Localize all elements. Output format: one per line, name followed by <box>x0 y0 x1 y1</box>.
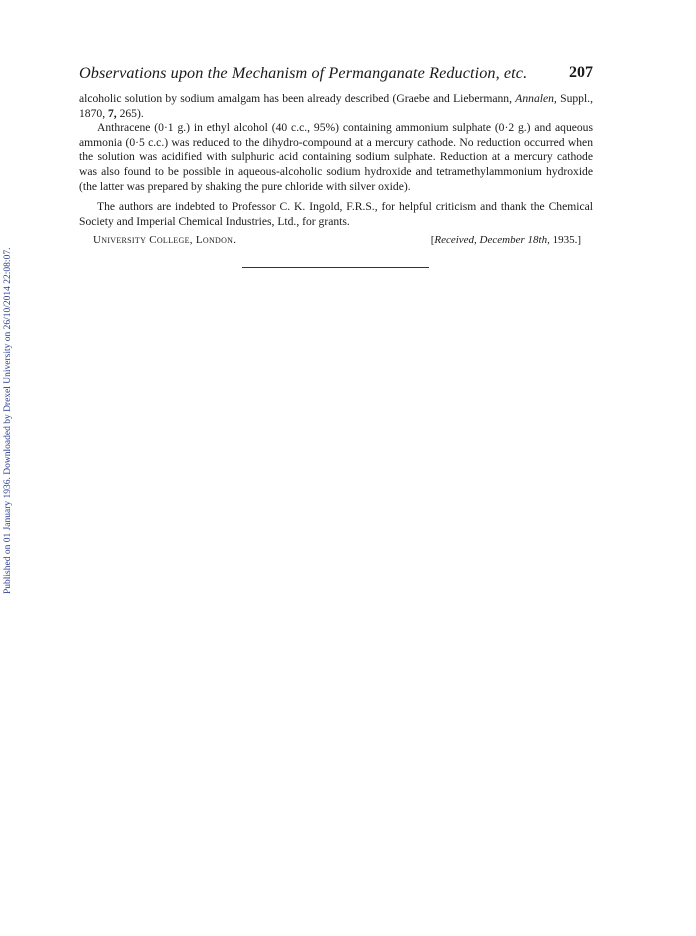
article-page <box>79 62 593 250</box>
received-date <box>431 234 581 246</box>
citation-pages: 265). <box>116 106 144 120</box>
citation-text: Suppl., 1870, <box>79 92 593 120</box>
running-title: Observations upon the Mechanism of Permanganate Reduction, etc. <box>79 64 528 82</box>
signature-line <box>79 234 593 250</box>
received-year: 1935.] <box>549 234 581 247</box>
received-label: Received, December <box>434 234 525 247</box>
paragraph-acknowledgement: The authors are indebted to Professor C. K. Ingold, F.R.S., for helpful criticism and thank the Chemical Society and Imperial Chemical Industries, Ltd., for grants. <box>79 200 593 228</box>
received-day: 18th, <box>527 234 550 247</box>
paragraph-text: alcoholic solution by sodium amalgam has been already described (Graebe and Liebermann, <box>79 92 513 105</box>
citation-volume: 7, <box>107 106 117 120</box>
page-number: 207 <box>569 64 593 81</box>
article-body <box>79 92 593 229</box>
download-watermark <box>0 164 18 594</box>
watermark-text: Published on 01 January 1936. Downloaded by Drexel University on 26/10/2014 22:08:07. <box>3 247 13 594</box>
received-bracket: [ <box>430 234 435 247</box>
journal-name: Annalen, <box>515 92 557 105</box>
paragraph-continuation <box>79 92 593 121</box>
affiliation: University College, London. <box>93 234 237 247</box>
running-header <box>79 62 593 86</box>
paragraph-anthracene: Anthracene (0·1 g.) in ethyl alcohol (40 c.c., 95%) containing ammonium sulphate (0·2 g.) and aqueous ammonia (0·5 c.c.) was reduced to the dihydro-compound at a mercury cathode. No reduction occurred when the solution was acidified with sulphuric acid containing sodium sulphate. Reduction at a mercury cathode was also found to be possible in aqueous-alcoholic sodium hydroxide and tetramethylammonium hydroxide (the latter was prepared by shaking the pure chloride with silver oxide). <box>79 121 593 193</box>
end-rule <box>242 267 429 268</box>
